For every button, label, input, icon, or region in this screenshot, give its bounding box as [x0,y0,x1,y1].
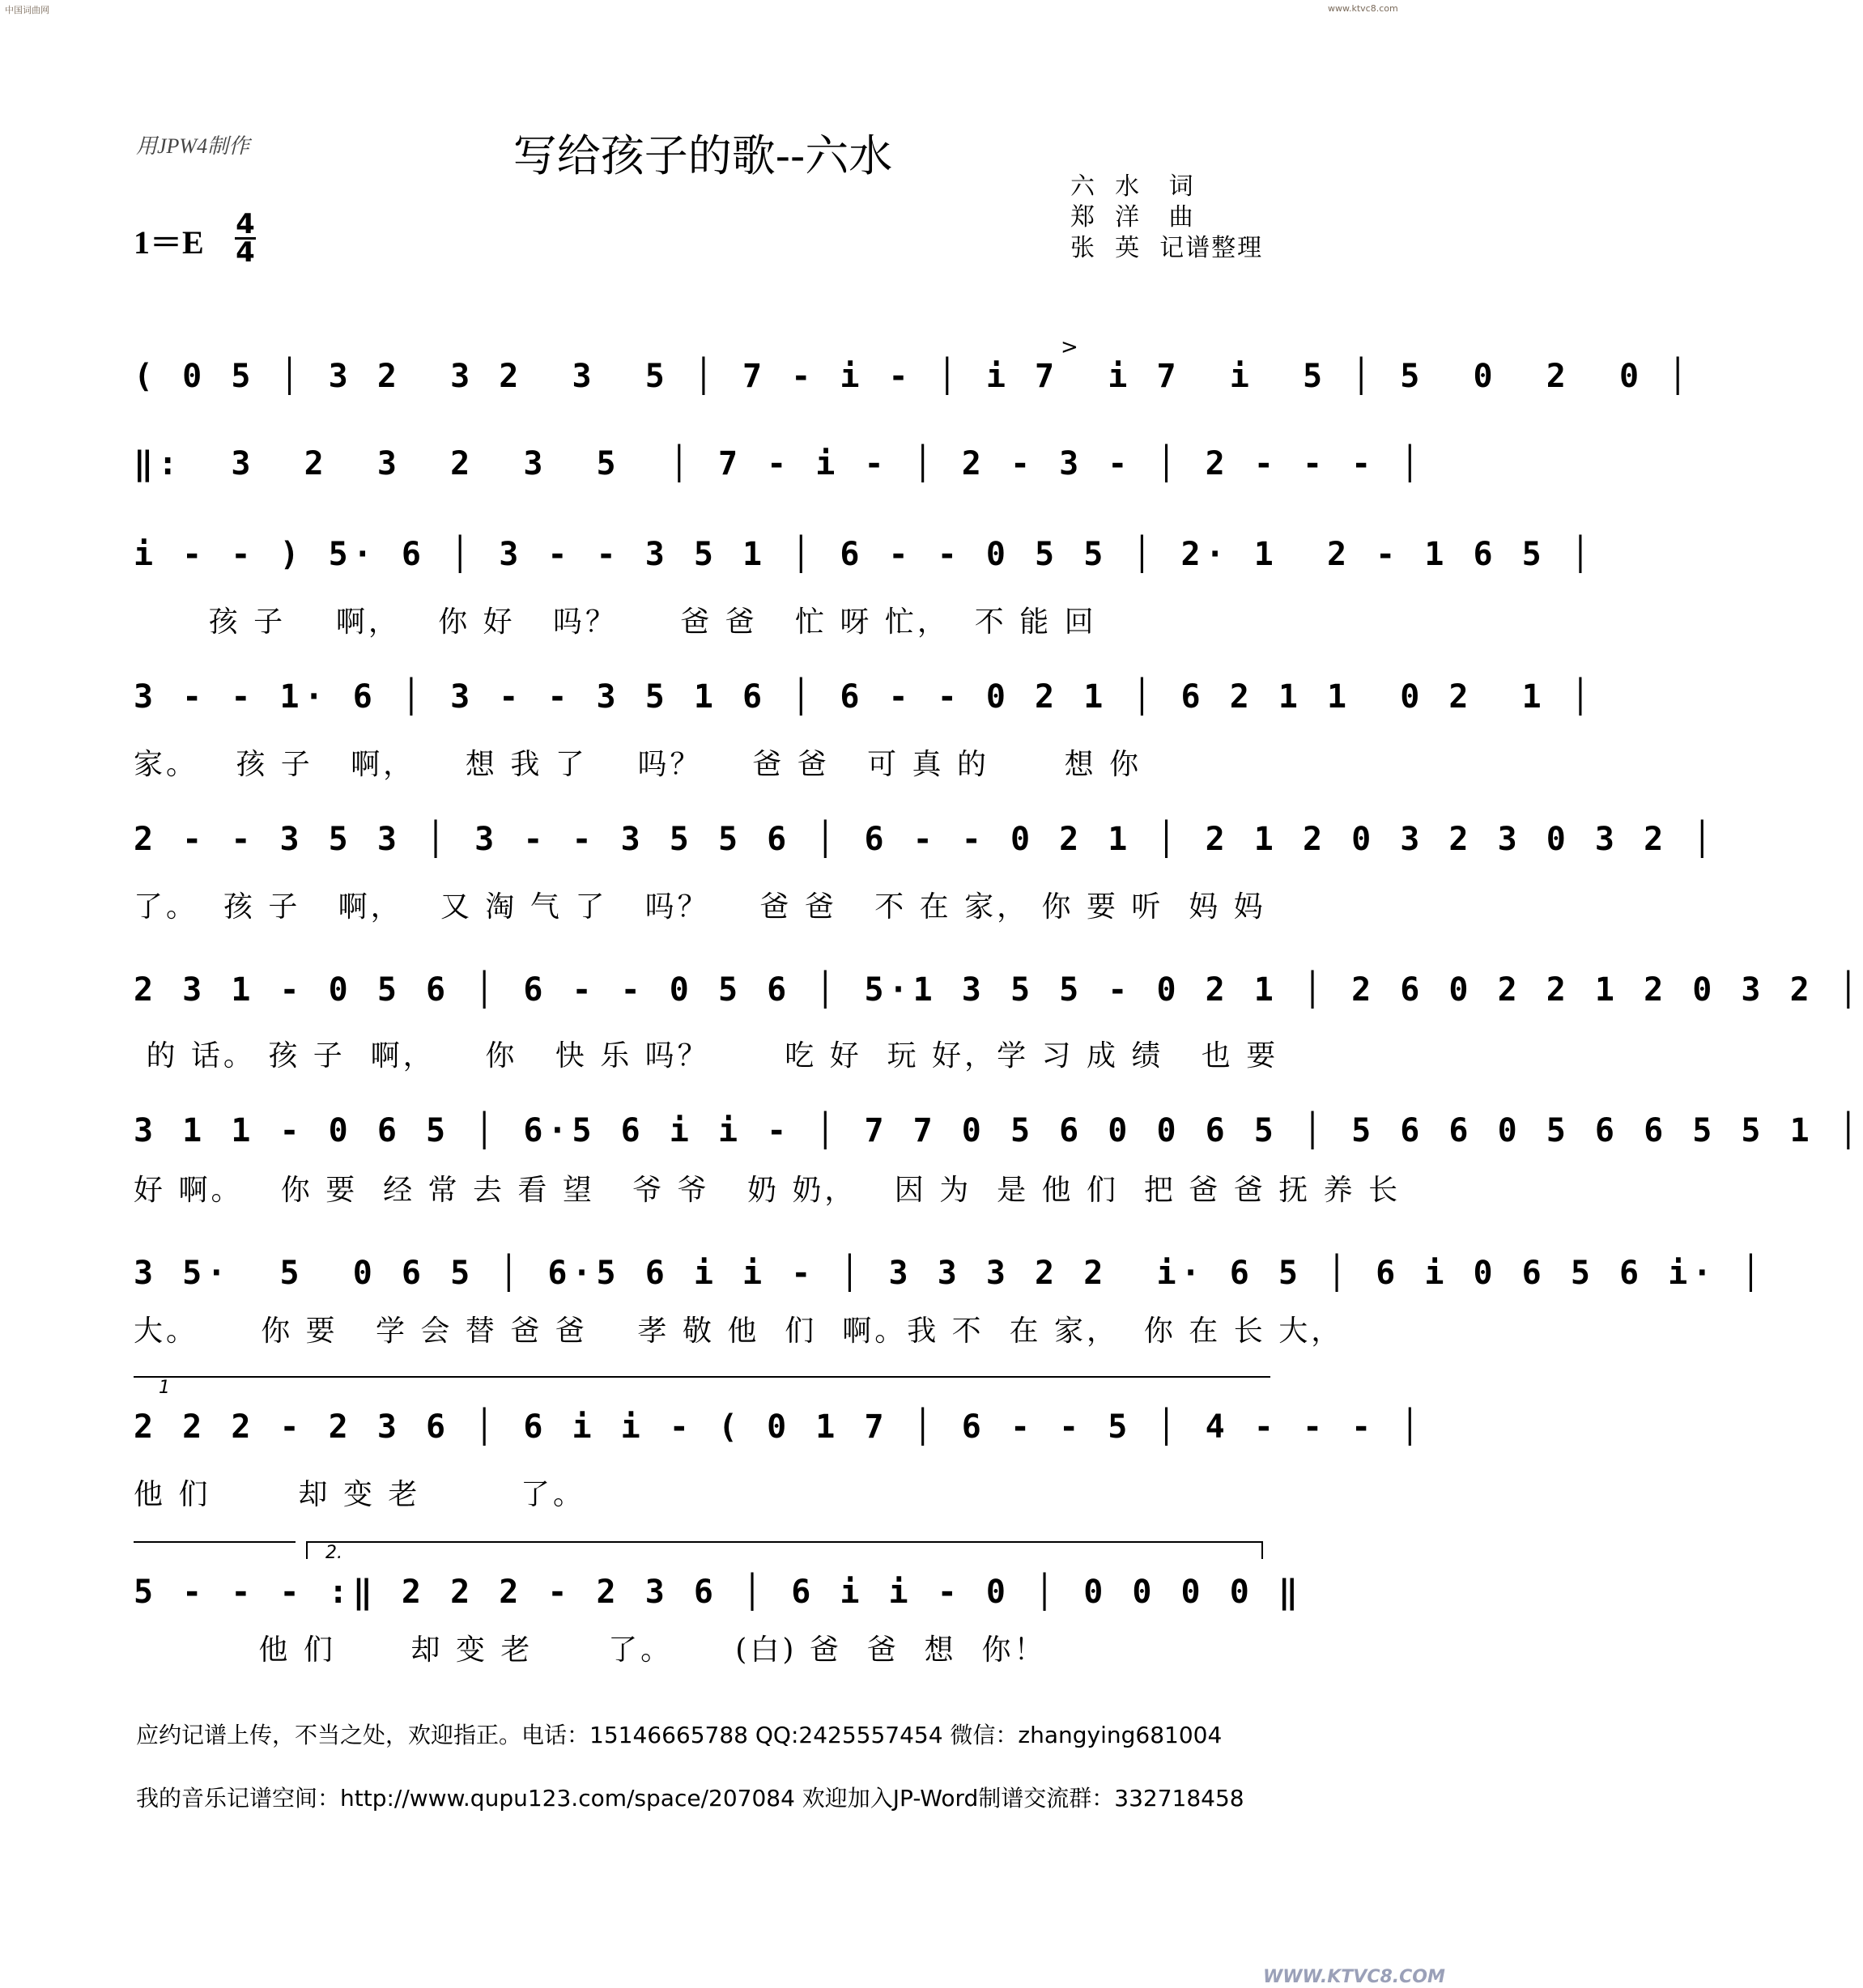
made-with-label: 用JPW4制作 [136,134,250,158]
lyric-line-8: 大。 你 要 学 会 替 爸 爸 孝 敬 他 们 啊。我 不 在 家， 你 在 长 大， [134,1315,1344,1348]
key-signature: 1＝E [134,224,204,261]
volta-bracket-1 [134,1376,1270,1378]
watermark: WWW.KTVC8.COM [1263,1967,1445,1987]
lyric-line-9: 他 们 却 变 老 了。 [134,1478,585,1511]
time-top: 4 [236,208,255,240]
volta-bracket-2 [306,1541,1263,1559]
footer-links: 我的音乐记谱空间：http://www.qupu123.com/space/207084 欢迎加入JP-Word制谱交流群：332718458 [136,1785,1244,1812]
volta-label-1: 1 [159,1378,170,1398]
lyric-line-10: 他 们 却 变 老 了。 (白) 爸 爸 想 你！ [134,1633,1047,1667]
score-line-3: i - - ) 5· 6 │ 3 - - 3 5 1 │ 6 - - 0 5 5 │ 2· 1 2 - 1 6 5 │ [134,536,1595,573]
accent-mark: > [1061,335,1078,359]
score-line-5: 2 - - 3 5 3 │ 3 - - 3 5 5 6 │ 6 - - 0 2 1 │ 2 1 2 0 3 2 3 0 3 2 │ [134,821,1717,858]
site-label-left: 中国词曲网 [5,5,49,15]
volta-label-2: 2. [325,1543,342,1563]
score-line-2: ‖: 3 2 3 2 3 5 │ 7 - i - │ 2 - 3 - │ 2 - - - │ [134,445,1425,482]
site-label-right: www.ktvc8.com [1328,3,1398,14]
time-bottom: 4 [236,236,255,269]
score-line-6: 2 3 1 - 0 5 6 │ 6 - - 0 5 6 │ 5·1 3 5 5 - 0 2 1 │ 2 6 0 2 2 1 2 0 3 2 │ [134,971,1863,1009]
page-title: 写给孩子的歌--六水 [513,130,893,181]
lyric-line-3: 孩 子 啊， 你 好 吗？ 爸 爸 忙 呀 忙， 不 能 回 [134,605,1097,639]
score-line-10: 5 - - - :‖ 2 2 2 - 2 3 6 │ 6 i i - 0 │ 0 0 0 0 ‖ [134,1574,1303,1611]
credit-transcriber: 张 英 记谱整理 [1070,234,1264,262]
score-line-4: 3 - - 1· 6 │ 3 - - 3 5 1 6 │ 6 - - 0 2 1 │ 6 2 1 1 0 2 1 │ [134,678,1595,716]
lyric-line-4: 家。 孩 子 啊， 想 我 了 吗？ 爸 爸 可 真 的 想 你 [134,748,1142,781]
lyric-line-7: 好 啊。 你 要 经 常 去 看 望 爷 爷 奶 奶， 因 为 是 他 们 把 爸 爸 抚 养 长 [134,1174,1402,1207]
score-line-8: 3 5· 5 0 6 5 │ 6·5 6 i i - │ 3 3 3 2 2 i· 6 5 │ 6 i 0 6 5 6 i· │ [134,1255,1766,1292]
credit-lyricist: 六 水 词 [1070,172,1195,201]
lyric-line-5: 了。 孩 子 啊， 又 淘 气 了 吗？ 爸 爸 不 在 家， 你 要 听 妈 妈 [134,890,1266,924]
credits-block [1070,172,1263,264]
lyric-line-6: 的 话。 孩 子 啊， 你 快 乐 吗？ 吃 好 玩 好，学 习 成 绩 也 要 [134,1039,1279,1073]
footer-contact: 应约记谱上传，不当之处，欢迎指正。电话：15146665788 QQ:2425557454 微信：zhangying681004 [136,1722,1223,1748]
score-line-9: 2 2 2 - 2 3 6 │ 6 i i - ( 0 1 7 │ 6 - - 5 │ 4 - - - │ [134,1408,1425,1446]
score-line-1: ( 0 5 │ 3 2 3 2 3 5 │ 7 - i - │ i 7 i 7 i 5 │ 5 0 2 0 │ [134,358,1693,395]
volta-tail-1 [134,1541,296,1543]
time-signature [235,208,256,269]
credit-composer: 郑 洋 曲 [1070,203,1195,232]
score-line-7: 3 1 1 - 0 6 5 │ 6·5 6 i i - │ 7 7 0 5 6 0 0 6 5 │ 5 6 6 0 5 6 6 5 5 1 │ [134,1112,1863,1149]
